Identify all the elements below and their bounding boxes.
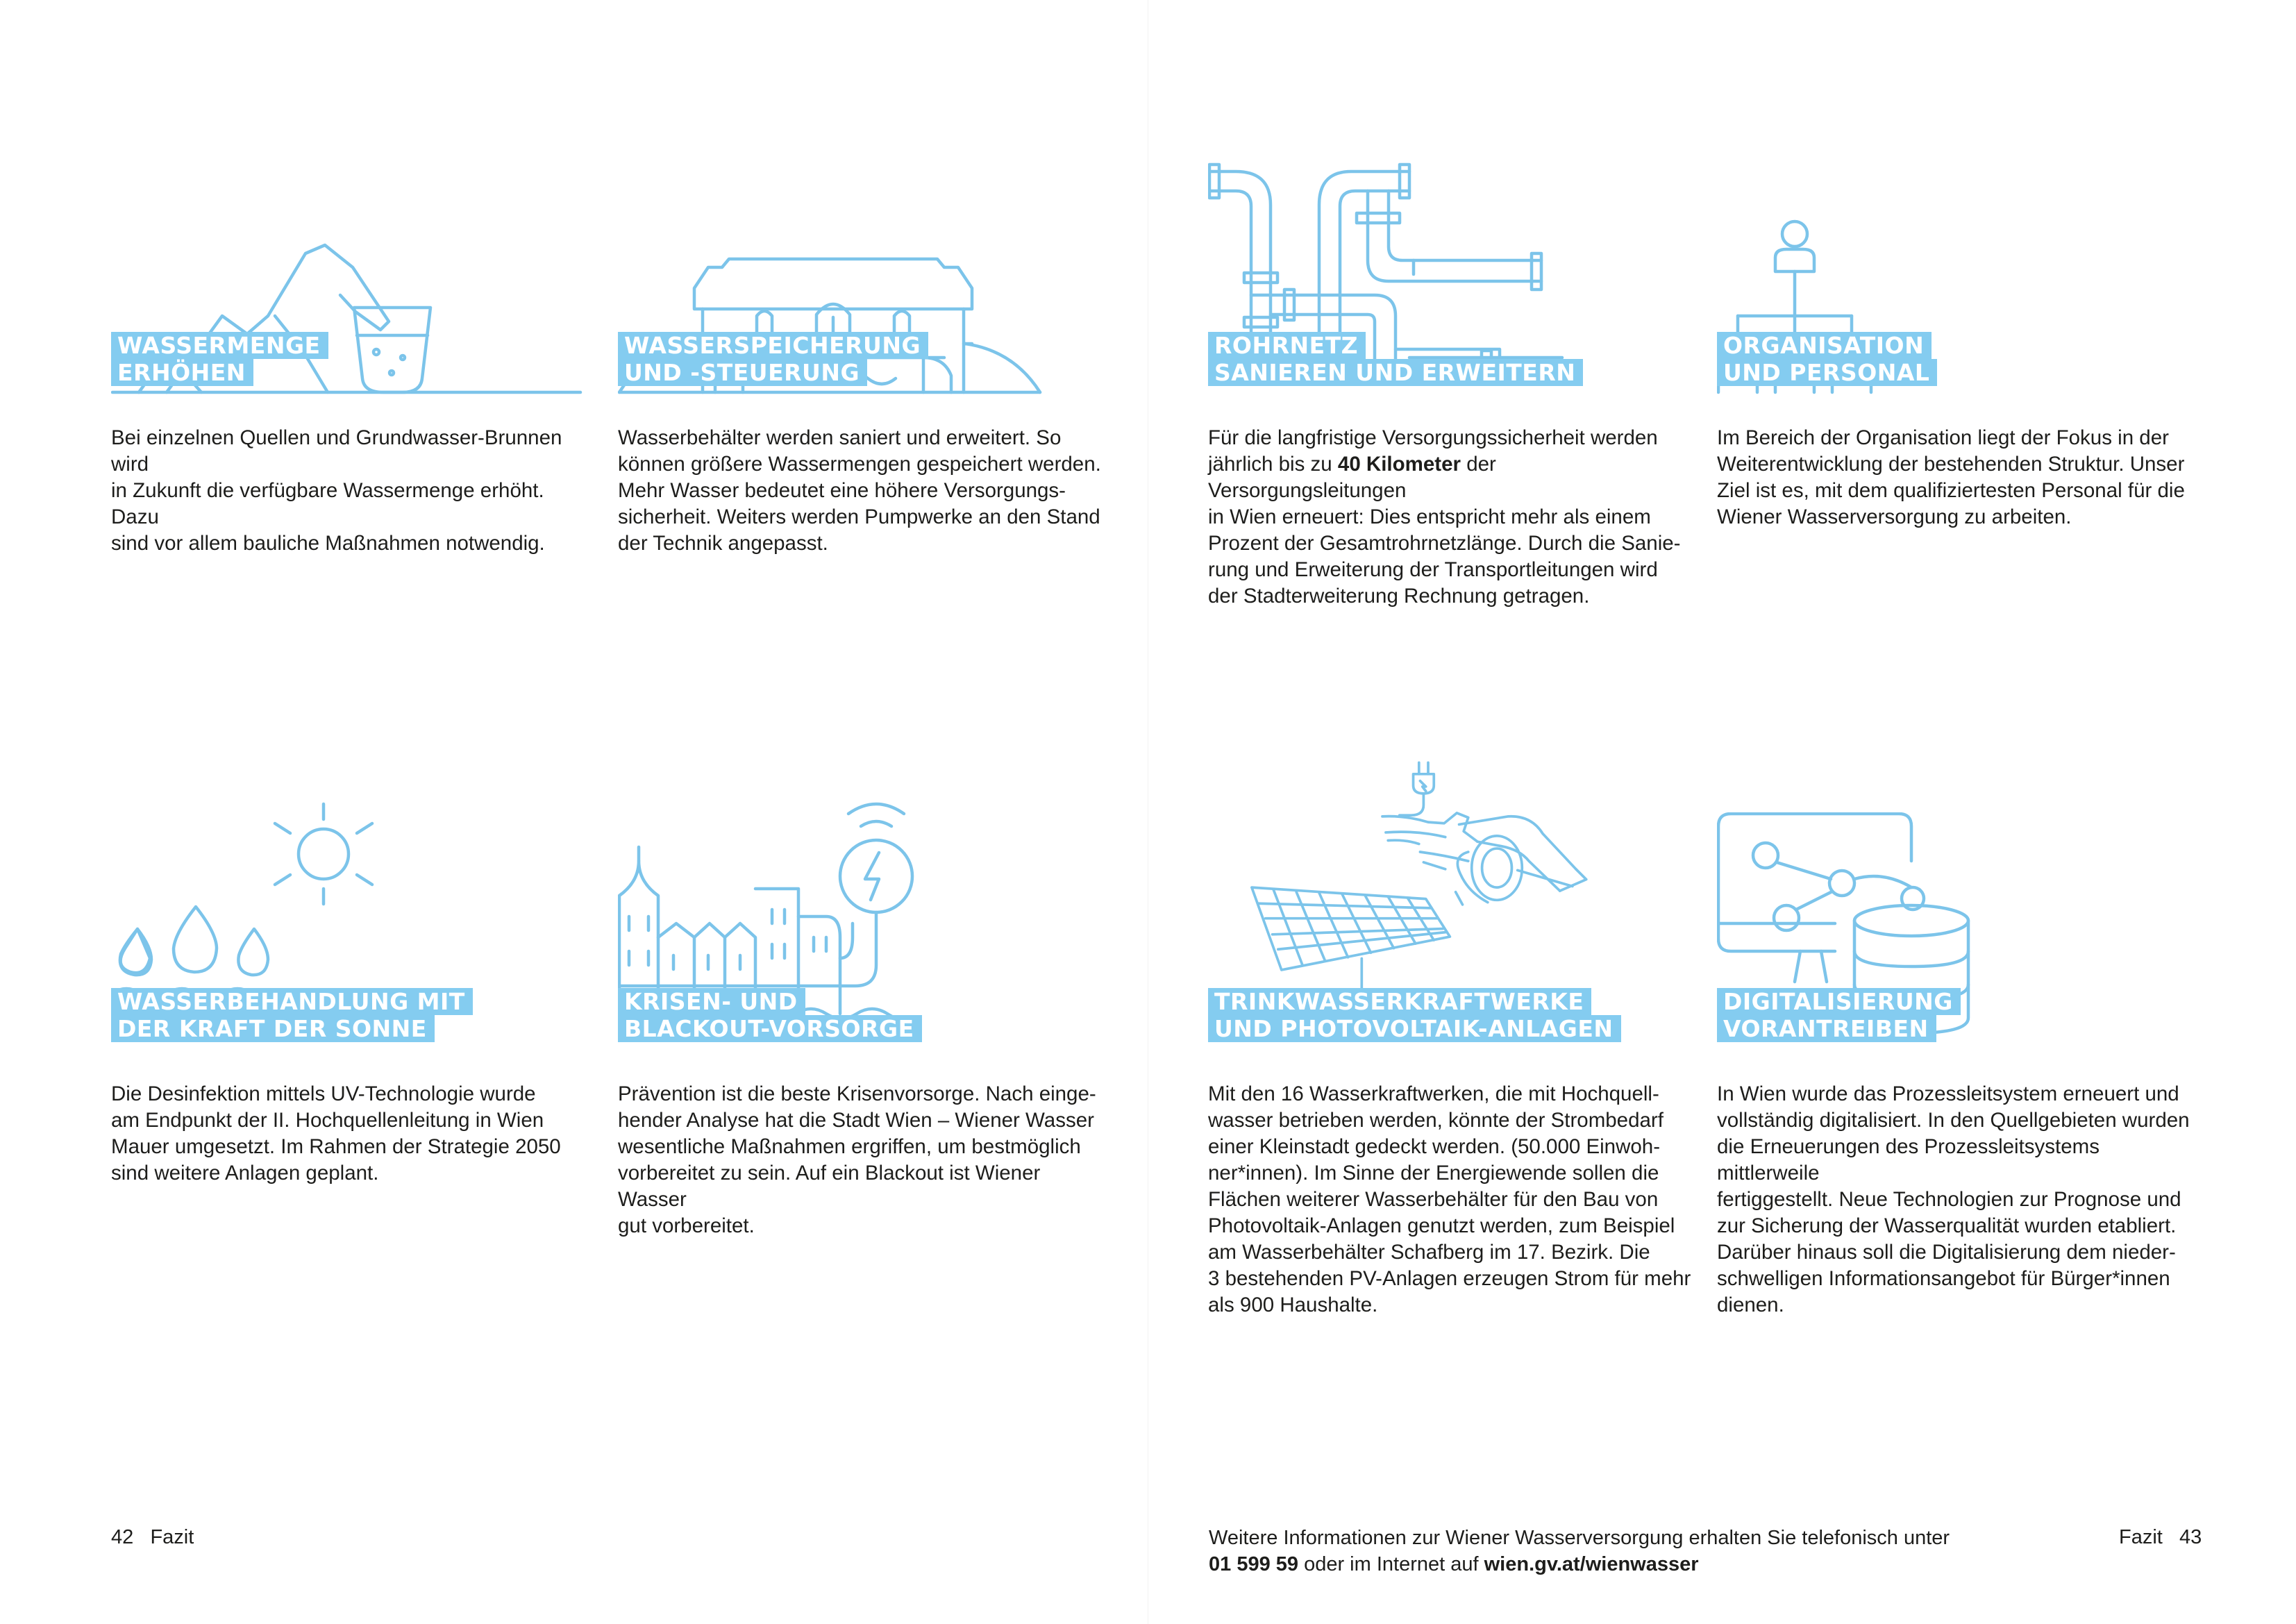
card-body: Bei einzelnen Quellen und Grundwasser-Brunnen wird in Zukunft die verfügbare Wassermenge erhöht. Dazu sind vor allem bauliche Maßnahmen notwendig. bbox=[111, 426, 562, 555]
card-body: Im Bereich der Organisation liegt der Fokus in der Weiterentwicklung der bestehenden Struktur. Unser Ziel ist es, mit dem qualifiziertesten Personal für die Wiener Wasserversorgung zu arbeiten. bbox=[1717, 426, 2185, 528]
card-heading: ORGANISATION UND PERSONAL bbox=[1717, 332, 1937, 386]
section-name-right: Fazit bbox=[2119, 1526, 2163, 1548]
card-body: Für die langfristige Versorgungssicherheit werden jährlich bis zu 40 Kilometer der Versorgungsleitungen in Wien erneuert: Dies entspricht mehr als einem Prozent der Gesamtrohrnetzlänge. Durch die Sanie- rung und Erweiterung der Transportleitungen wird der Stadterweiterung Rechnung getragen. bbox=[1208, 426, 1681, 608]
website-link[interactable]: wien.gv.at/wienwasser bbox=[1484, 1553, 1699, 1575]
sun-water-drops-icon bbox=[111, 785, 597, 1014]
card-heading: ROHRNETZ SANIEREN UND ERWEITERN bbox=[1208, 332, 1583, 386]
phone-number: 01 599 59 bbox=[1209, 1553, 1299, 1575]
card-heading: TRINKWASSERKRAFTWERKE UND PHOTOVOLTAIK-ANLAGEN bbox=[1208, 988, 1621, 1042]
left-folio bbox=[111, 1525, 194, 1550]
card-heading: KRISEN- UND BLACKOUT-VORSORGE bbox=[618, 988, 922, 1042]
card-body: Wasserbehälter werden saniert und erweitert. So können größere Wassermengen gespeichert werden. Mehr Wasser bedeutet eine höhere Versorgungs- sicherheit. Weiters werden Pumpwerke an den Stand der Technik angepasst. bbox=[618, 426, 1101, 555]
contact-info-line: Weitere Informationen zur Wiener Wasserversorgung erhalten Sie telefonisch unter bbox=[1209, 1527, 1950, 1549]
right-folio bbox=[2119, 1525, 2202, 1550]
card-heading: WASSERMENGE ERHÖHEN bbox=[111, 332, 328, 386]
section-name-left: Fazit bbox=[150, 1526, 194, 1548]
page-number-left: 42 bbox=[111, 1526, 134, 1548]
card-heading: DIGITALISIERUNG VORANTREIBEN bbox=[1717, 988, 1961, 1042]
card-heading: WASSERBEHANDLUNG MIT DER KRAFT DER SONNE bbox=[111, 988, 473, 1042]
card-body: Die Desinfektion mittels UV-Technologie wurde am Endpunkt der II. Hochquellenleitung in Wien Mauer umgesetzt. Im Rahmen der Strategie 2050 sind weitere Anlagen geplant. bbox=[111, 1082, 561, 1184]
card-body: Prävention ist die beste Krisenvorsorge. Nach einge- hender Analyse hat die Stadt Wien – Wiener Wasser wesentliche Maßnahmen ergriffen, um bestmöglich vorbereitet zu sein. Auf ein Blackout ist Wiener Wasser gut vorbereitet. bbox=[618, 1082, 1096, 1237]
turbine-solar-panel-icon bbox=[1208, 760, 1694, 989]
card-body: Mit den 16 Wasserkraftwerken, die mit Hochquell- wasser betrieben werden, könnte der Strombedarf einer Kleinstadt gedeckt werden. (50.000 Einwoh- ner*innen). Im Sinne der Energiewende sollen die Flächen weiterer Wasserbehälter für den Bau von Photovoltaik-Anlagen genutzt werden, zum Beispiel am Wasserbehälter Schafberg im 17. Bezirk. Die 3 bestehenden PV-Anlagen erzeugen Strom für mehr als 900 Haushalte. bbox=[1208, 1082, 1691, 1316]
card-body: In Wien wurde das Prozessleitsystem erneuert und vollständig digitalisiert. In den Quellgebieten wurden die Erneuerungen des Prozessleitsystems mittlerweile fertiggestellt. Neue Technologien zur Prognose und zur Sicherung der Wasserqualität wurden etabliert. Darüber hinaus soll die Digitalisierung dem nieder- schwelligen Informationsangebot für Bürger*innen dienen. bbox=[1717, 1082, 2190, 1316]
page-number-right: 43 bbox=[2179, 1526, 2202, 1548]
card-heading: WASSERSPEICHERUNG UND -STEUERUNG bbox=[618, 332, 928, 386]
contact-info: Weitere Informationen zur Wiener Wasserversorgung erhalten Sie telefonisch unter 01 599 59 oder im Internet auf wien.gv.at/wienwasser bbox=[1209, 1527, 1950, 1575]
